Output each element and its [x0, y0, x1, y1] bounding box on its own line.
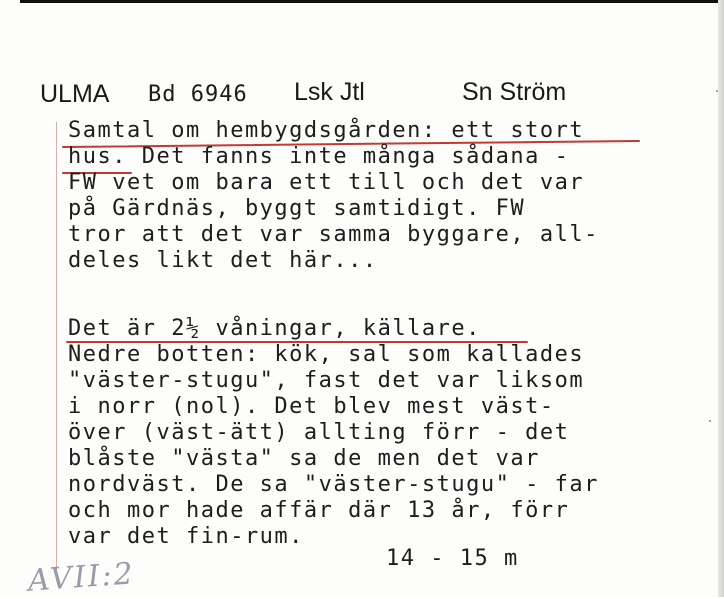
- volume-label: Bd 6946: [148, 82, 248, 107]
- text-line: Samtal om hembygdsgården: ett stort: [68, 118, 585, 143]
- paragraph-1: [68, 118, 599, 274]
- district-label: Lsk Jtl: [294, 78, 365, 106]
- text-line: blåste "västa" sa de men det var: [68, 446, 540, 471]
- card-header: [0, 78, 724, 118]
- text-line: över (väst-ätt) allting förr - det: [68, 420, 570, 445]
- paragraph-2: [68, 316, 599, 550]
- handwritten-reference: AVII:2: [26, 556, 136, 599]
- parish-label: Sn Ström: [462, 78, 567, 106]
- text-line: nordväst. De sa "väster-stugu" - far: [68, 472, 599, 497]
- text-line: på Gärdnäs, byggt samtidigt. FW: [68, 196, 526, 221]
- card-top-edge: [20, 0, 724, 3]
- text-line: deles likt det här...: [68, 248, 378, 273]
- dust-speck: [709, 420, 711, 422]
- text-line: FW vet om bara ett till och det var: [68, 170, 585, 195]
- margin-line: [56, 122, 57, 574]
- page-reference: 14 - 15 m: [386, 546, 519, 571]
- archive-label: ULMA: [40, 80, 110, 108]
- text-line: i norr (nol). Det blev mest väst-: [68, 394, 555, 419]
- text-line: Nedre botten: kök, sal som kallades: [68, 342, 585, 367]
- text-line: "väster-stugu", fast det var liksom: [68, 368, 585, 393]
- text-line: Det är 2½ våningar, källare.: [68, 316, 481, 341]
- text-line: och mor hade affär där 13 år, förr: [68, 498, 570, 523]
- text-line: tror att det var samma byggare, all-: [68, 222, 599, 247]
- text-line: hus. Det fanns inte många sådana -: [68, 144, 570, 169]
- text-line: var det fin-rum.: [68, 524, 304, 549]
